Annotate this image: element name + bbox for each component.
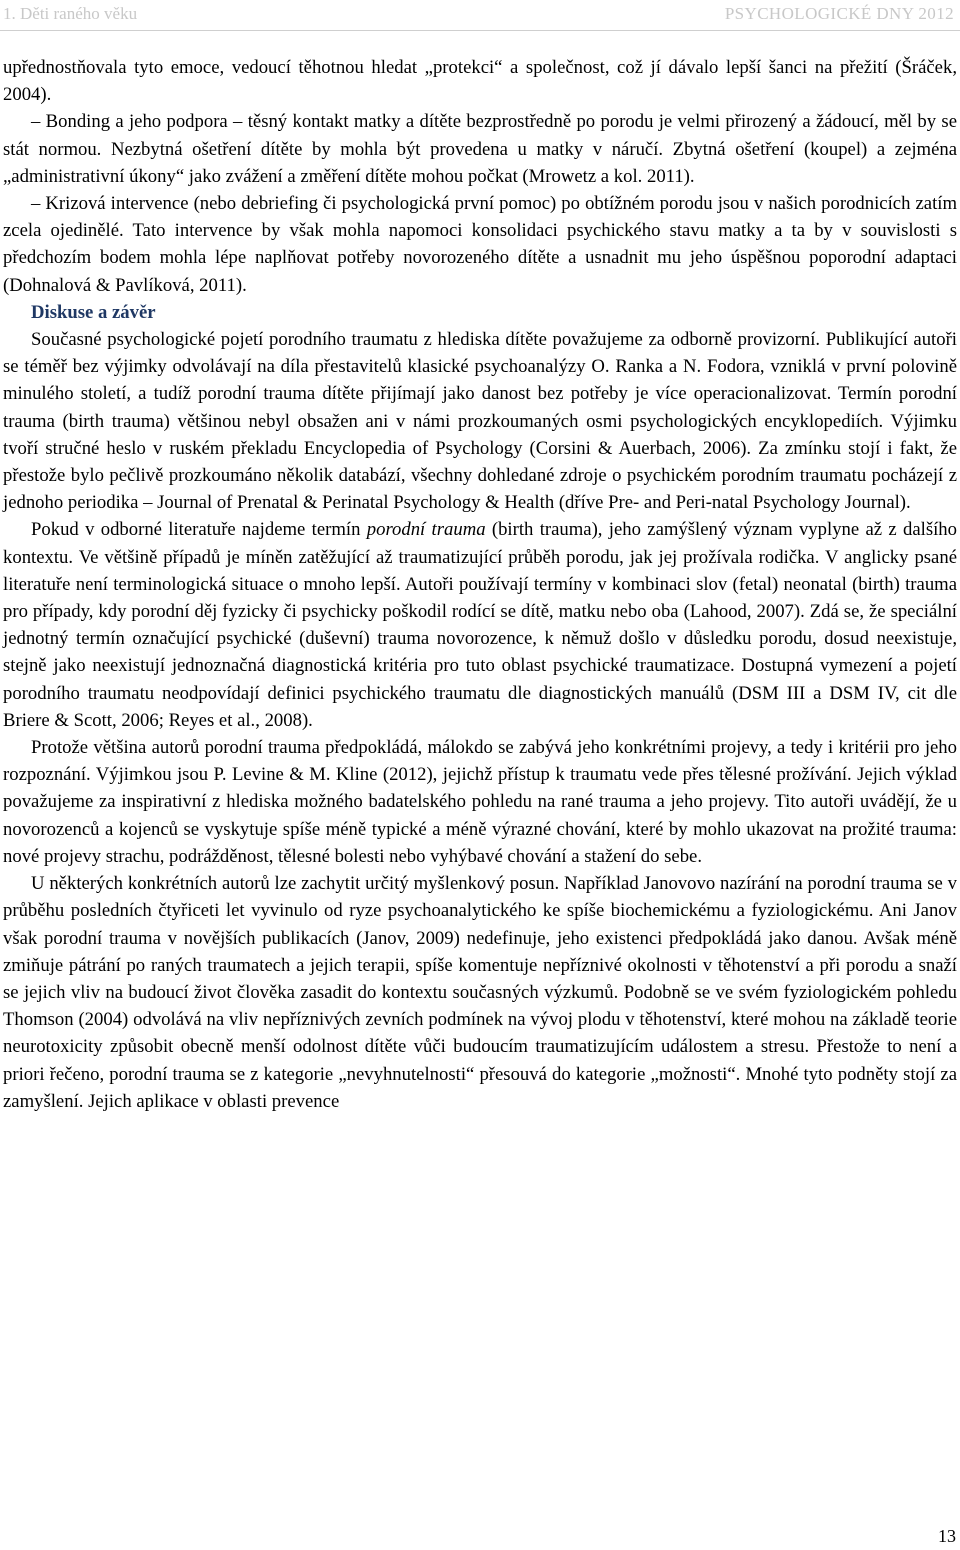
paragraph-discussion-4: U některých konkrétních autorů lze zachytit určitý myšlenkový posun. Například Janovovo nazírání na porodní trauma se v průběhu posledních čtyřiceti let vyvinulo od ryze psychoanalytického ke spíše biochemickému a fyziologickému. Ani Janov však porodní trauma v novějších publikacích (Janov, 2009) nedefinuje, jeho existenci předpokládá jako danou. Avšak méně zmiňuje pátrání po raných traumatech a jejich terapii, spíše komentuje nepříznivé okolnosti v těhotenství a při porodu a snaží se jejich vliv na budoucí život člověka zasadit do kontextu současných výzkumů. Podobně se ve svém fyziologickém pohledu Thomson (2004) odvolává na vliv nepříznivých zevních podmínek na vývoj plodu v těhotenství, které mohou na základě teorie neurotoxicity způsobit obecně menší odolnost dítěte vůči budoucím traumatizujícím událostem a stresu. Přestože to není a priori řečeno, porodní trauma se z kategorie „nevyhnutelnosti“ přesouvá do kategorie „možnosti“. Mnohé tyto podněty stojí za zamyšlení. Jejich aplikace v oblasti prevence <box>3 873 957 1112</box>
paragraph-text-start: Pokud v odborné literatuře najdeme termín <box>31 519 367 541</box>
section-heading: Diskuse a závěr <box>31 301 156 323</box>
header-chapter: 1. Děti raného věku <box>3 4 138 23</box>
bullet-crisis-intervention: – Krizová intervence (nebo debriefing či psychologická první pomoc) po obtížném porodu jsou v našich porodnicích zatím zcela ojedinělé. Tato intervence by však mohla napomoci konsolidaci psychického stavu matky a ta by v souvislosti s předchozím bodem mohla lépe naplňovat potřeby novorozeného dítěte a usnadnit mu jeho úspěšnou poporodní adaptaci (Dohnalová & Pavlíková, 2011). <box>3 193 957 296</box>
paragraph-discussion-3: Protože většina autorů porodní trauma předpokládá, málokdo se zabývá jeho konkrétními projevy, a tedy i kritérii pro jeho rozpoznání. Výjimkou jsou P. Levine & M. Kline (2012), jejichž přístup k traumatu vede přes tělesné prožívání. Jejich výklad považujeme za inspirativní z hlediska možného badatelského pohledu na rané trauma a jeho projevy. Tito autoři uvádějí, že u novorozenců a kojenců se vyskytuje spíše méně typické a méně výrazné chování, které by mohlo ukazovat na prožité trauma: nové projevy strachu, podrážděnost, tělesné bolesti nebo vyhýbavé chování a stažení do sebe. <box>3 737 957 867</box>
page-number: 13 <box>938 1526 956 1546</box>
paragraph-discussion-1: Současné psychologické pojetí porodního traumatu z hlediska dítěte považujeme za odborně provizorní. Publikující autoři se téměř bez výjimky odvolávají na díla přestavitelů klasické psychoanalýzy O. Ranka a N. Fodora, vzniklá v první polovině minulého století, a tudíž porodní trauma dítěte přijímají jako danost bez potřeby je více operacionalizovat. Termín porodní trauma (birth trauma) většinou nebyl obsažen ani v námi prozkoumaných osmi psychologických encyklopediích. Výjimku tvoří stručné heslo v ruském překladu Encyclopedia of Psychology (Corsini & Auerbach, 2006). Za zmínku stojí i fakt, že přestože bylo pečlivě prozkoumáno několik databází, všechny dohledané zdroje o psychickém porodním traumatu pocházejí z jednoho periodika – Journal of Prenatal & Perinatal Psychology & Health (dříve Pre- and Peri-natal Psychology Journal). <box>3 329 957 514</box>
header-conference: PSYCHOLOGICKÉ DNY 2012 <box>724 4 954 23</box>
paragraph-text-rest: (birth trauma), jeho zamýšlený význam vyplyne až z dalšího kontextu. Ve většině případů je míněn zatěžující až traumatizující průběh porodu, jak jej prožívala rodička. V anglicky psané literatuře není terminologická situace o mnoho lepší. Autoři používají termíny v kombinaci slov (fetal) neonatal (birth) trauma pro případy, kdy porodní děj fyzicky či psychicky poškodil rodící se dítě, matku nebo oba (Lahood, 2007). Zdá se, že speciální jednotný termín označující psychické (duševní) trauma novorozence, k němuž došlo v důsledku porodu, dosud neexistuje, stejně jako neexistují jednoznačná diagnostická kritéria pro tuto oblast psychické traumatizace. Dostupná vymezení a pojetí porodního traumatu neodpovídají definici psychického traumatu dle diagnostických manuálů (DSM III a DSM IV, cit dle Briere & Scott, 2006; Reyes et al., 2008). <box>3 519 957 731</box>
paragraph-continued: upřednostňovala tyto emoce, vedoucí těhotnou hledat „protekci“ a společnost, což jí dávalo lepší šanci na přežití (Šráček, 2004). <box>3 57 957 106</box>
running-header <box>0 0 960 31</box>
paragraph-discussion-2 <box>3 516 957 734</box>
bullet-bonding: – Bonding a jeho podpora – těsný kontakt matky a dítěte bezprostředně po porodu je velmi přirozený a žádoucí, měl by se stát normou. Nezbytná ošetření dítěte by mohla být provedena u matky v náručí. Zbytná ošetření (koupel) a zejména „administrativní úkony“ jako zvážení a změření dítěte mohou počkat (Mrowetz a kol. 2011). <box>3 111 957 187</box>
page-body <box>3 54 957 1115</box>
italic-term: porodní trauma <box>366 519 486 541</box>
